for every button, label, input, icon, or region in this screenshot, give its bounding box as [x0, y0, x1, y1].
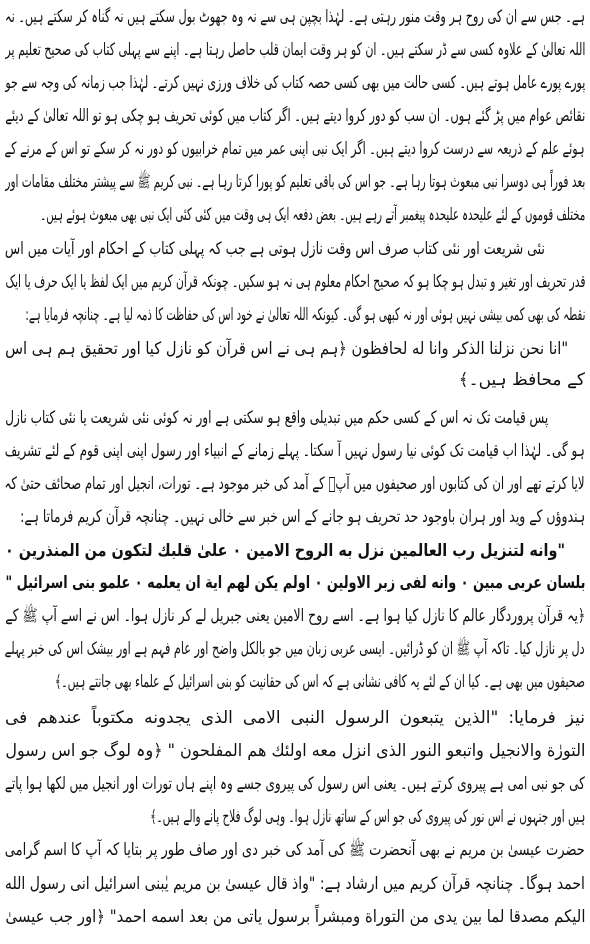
text-line: [5, 735, 585, 767]
text-line: [5, 333, 568, 365]
text-line-content: قدر تحریف اور تغیر و تبدل ہو چکا ہو کہ صحیح احکام معلوم ہی نہ ہو سکیں۔ چونکہ قرآن کریم میں ایک لفظ یا ایک حرف یا ایک: [5, 272, 585, 292]
text-line: [5, 901, 585, 933]
text-line-content: ہوئے علم کے ذریعہ سے درست کروا دیتے ہیں۔ اگر ایک نبی اپنی عمر میں تمام خرابیوں کو دور نہ کر سکے تو اس کے مرنے کے: [5, 139, 585, 159]
text-line-content: دل پر نازل کیا۔ تاکہ آپ ﷺ ان کو ڈرائیں۔ ایسی عربی زبان میں جو بالکل واضح اور عام فہم ہے اور بیشک اس کی خبر پہلے: [5, 639, 585, 659]
text-line-content: ہے۔ جس سے ان کی روح ہر وقت منور رہتی ہے۔ لہٰذا بچپن ہی سے نہ وہ جھوٹ بول سکتے ہیں نہ گناہ کر سکتے ہیں۔ نہ: [5, 7, 585, 27]
text-line: [5, 702, 585, 734]
quran-verse-line: [5, 535, 565, 567]
text-line: [5, 100, 585, 132]
text-line-content: الیکم مصدقا لما بین یدی من التوراة ومبشراً برسول یاتی من بعد اسمه احمد" ﴿اور جب عیسیٰ: [5, 907, 585, 927]
text-line: [5, 266, 585, 298]
text-line-content: کے محافظ ہیں۔﴾: [458, 370, 585, 390]
text-line: [20, 501, 585, 533]
text-line: [455, 364, 585, 396]
text-line: [5, 34, 585, 66]
text-line-content: التورٰة والانجیل واتبعو النور الذی انزل معه اولئك هم المفلحون " ﴿وہ لوگ جو اس رسول: [5, 741, 585, 761]
text-line-content: پورے پورے عامل ہوتے ہیں۔ کسی حالت میں بھی کسی حصہ کتاب کی خلاف ورزی نہیں کرتے۔ لہٰذا جب زمانہ کی وجہ سے جو: [5, 73, 585, 93]
text-line-content: بعد فوراً ہی دوسرا نبی مبعوث ہوتا رہا ہے۔ جو اس کی باقی تعلیم کو پورا کرتا رہا ہے۔ نبی کریم ﷺ سے پیشتر مختلف مقامات اور: [5, 172, 585, 192]
text-line: [5, 834, 585, 866]
text-line-content: نئی شریعت اور نئی کتاب صرف اس وقت نازل ہوتی ہے جب کہ پہلی کتاب کے احکام اور آیات میں اس: [5, 239, 545, 259]
text-line: [5, 166, 585, 198]
text-line: [5, 233, 545, 265]
text-line: [5, 600, 585, 632]
quran-verse-line: [5, 567, 585, 599]
text-line: [5, 468, 585, 500]
text-line-content: احمد ہوگا۔ چنانچہ قرآن کریم میں ارشاد ہے: "واذ قال عیسیٰ بن مریم یٰبنی اسرائیل انی رسول الله: [5, 874, 585, 894]
text-line: [5, 133, 585, 165]
text-line: [5, 768, 585, 800]
text-line: [5, 1, 585, 33]
text-line-content: صحیفوں میں بھی ہے۔ کیا ان کے لئے یہ کافی نشانی ہے کہ اس کی حقانیت کو بنی اسرائیل کے علماء بھی جانتے ہیں۔﴾: [55, 672, 585, 692]
text-line-content: ﴿یہ قرآن پروردگار عالم کا نازل کیا ہوا ہے۔ اسے روح الامین یعنی جبریل لے کر نازل ہوا۔ اس نے اسے آپ ﷺ کے: [5, 606, 585, 626]
text-line: [5, 868, 585, 900]
text-line-content: نقائص عوام میں پڑ گئے ہوں۔ ان سب کو دور کروا دیتے ہیں۔ اگر کتاب میں کوئی تحریف ہو چکی ہو تو اللہ تعالیٰ کے دیئے: [5, 106, 585, 126]
text-line-content: "انا نحن نزلنا الذکر وانا له لحافظون ﴿ہم ہی نے اس قرآن کو نازل کیا اور تحقیق ہم ہی اس: [5, 339, 568, 359]
text-line-content: ہندوؤں کے وید اور ہران باوجود حد تحریف ہو جانے کے اس خبر سے خالی نہیں۔ چنانچہ قرآن کریم فرماتا ہے:: [20, 507, 585, 527]
text-line: [55, 666, 585, 698]
text-line: [5, 435, 585, 467]
text-line: [5, 67, 585, 99]
text-line-content: حضرت عیسیٰ بن مریم نے بھی آنحضرت ﷺ کی آمد کی خبر دی اور صاف طور پر بتایا کہ آپ کا اسم گرامی: [5, 840, 585, 860]
text-line-content: مختلف قوموں کے لئے علیحدہ علیحدہ پیغمبر آتے رہے ہیں۔ بعض دفعہ ایک ہی وقت میں کئی کئی ایک نبی بھی مبعوث ہوئے ہیں۔: [40, 205, 585, 225]
text-line-content: کی جو نبی امی ہے پیروی کرتے ہیں۔ یعنی اس رسول کی پیروی جسے وہ اپنے ہاں تورات اور انجیل میں لکھا ہوا پاتے: [5, 774, 585, 794]
quran-verse-text: "وانه لتنزیل رب العالمین نزل به الروح الامین ۰ علیٰ قلبك لتکون من المنذرین ۰: [5, 541, 566, 561]
text-line: [150, 801, 585, 833]
text-line: [40, 199, 585, 231]
text-line-content: پس قیامت تک نہ اس کے کسی حکم میں تبدیلی واقع ہو سکتی ہے اور نہ کوئی نئی شریعت یا نئی کتاب نازل: [5, 408, 548, 428]
text-line-content: نقطہ کی بھی کمی بیشی نہیں ہوئی اور نہ کبھی ہو گی۔ کیونکہ اللہ تعالیٰ نے خود اس کی حفاظت کا ذمہ لیا ہے۔ چنانچہ فرمایا ہے:: [25, 305, 585, 325]
text-line-content: لایا کرتے تھے اور ان کی کتابوں اور صحیفوں میں آپؐ کے آمد کی خبر موجود ہے۔ تورات، انجیل اور تمام صحائف حتیٰ کہ: [5, 474, 585, 494]
quran-verse-text: بلسان عربی مبین ۰ وانه لفی زبر الاولین ۰ اولم یکن لهم ایة ان یعلمه ۰ علمو بنی اسرائیل ": [5, 573, 585, 593]
text-line-content: نیز فرمایا: "الذین یتبعون الرسول النبی الامی الذی یجدونه مکتوباً عندهم فی: [5, 708, 585, 728]
text-line-content: اللہ تعالیٰ کے علاوہ کسی سے ڈر سکتے ہیں۔ ان کو ہر وقت ایمان قلب حاصل رہتا ہے۔ اپنے سے پہلی کتاب کی صحیح تعلیم پر: [5, 40, 585, 60]
text-line-content: ہو گی۔ لہٰذا اب قیامت تک کوئی نیا رسول نہیں آ سکتا۔ پہلے زمانے کے انبیاء اور رسول اپنی اپنی قوم کے لئے تشریف: [5, 441, 585, 461]
text-line: [25, 299, 585, 331]
text-line-content: ہیں اور جنہوں نے اس نور کی پیروی کی جو اس کے ساتھ نازل ہوا۔ وہی لوگ فلاح پانے والے ہیں۔﴾: [150, 807, 585, 827]
text-line: [5, 633, 585, 665]
text-line: [5, 402, 548, 434]
